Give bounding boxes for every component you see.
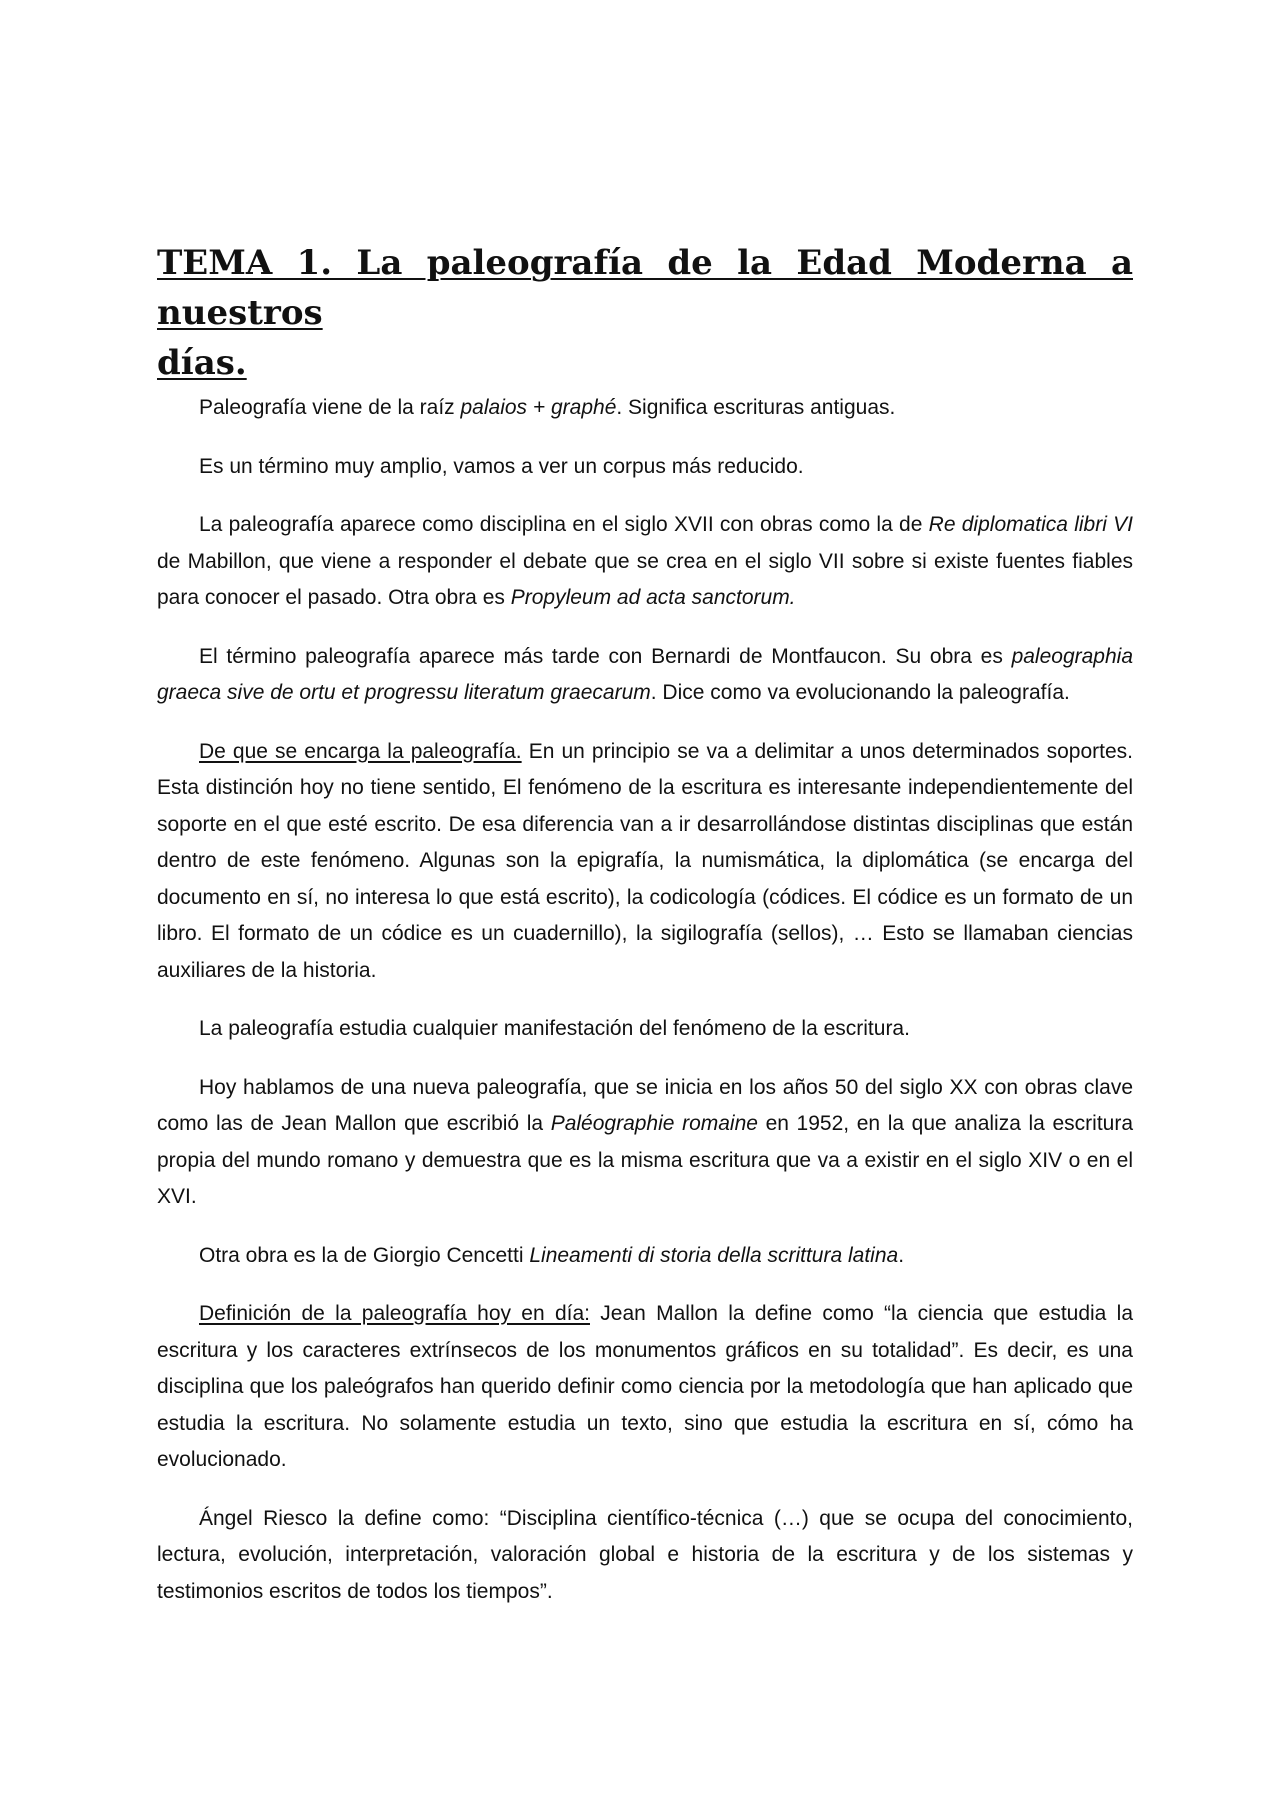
text-run: La paleografía aparece como disciplina en el siglo XVII con obras como la de	[199, 513, 929, 536]
paragraph-scope	[157, 449, 1133, 486]
paragraph-origins	[157, 507, 1133, 617]
paragraph-cencetti	[157, 1238, 1133, 1275]
paragraph-manifestation	[157, 1011, 1133, 1048]
text-run: El término paleografía aparece más tarde con Bernardi de Montfaucon. Su obra es	[199, 644, 1012, 668]
paragraph-riesco	[157, 1501, 1133, 1611]
text-run: Otra obra es la de Giorgio Cencetti	[199, 1243, 530, 1267]
text-run: Es un término muy amplio, vamos a ver un corpus más reducido.	[199, 454, 804, 478]
paragraph-definition	[157, 1296, 1133, 1479]
underlined-heading: De que se encarga la paleografía.	[199, 739, 522, 763]
italic-term: palaios + graphé	[460, 396, 617, 419]
text-run: en 1952, en la que analiza la escritura propia del mundo romano y demuestra que es la misma escritura que va a existir en el siglo XIV o en el XVI.	[157, 1112, 1134, 1208]
text-run: Hoy hablamos de una nueva paleografía, que se inicia en los años 50 del siglo XX con obras clave como las de Jean Mallon que escribió la	[157, 1075, 1133, 1135]
text-run: Ángel Riesco la define como: “Disciplina científico-técnica (…) que se ocupa del conocimiento, lectura, evolución, interpretación, valoración global e historia de la escritura y de los sistemas y testimonios escritos de todos los tiempos”.	[157, 1506, 1133, 1603]
paragraph-etymology	[157, 390, 1133, 427]
italic-work-title: Lineamenti di storia della scrittura latina	[529, 1243, 899, 1267]
paragraph-new-paleography	[157, 1070, 1133, 1216]
document-title	[157, 238, 1133, 388]
text-run: . Significa escrituras antiguas.	[616, 396, 896, 419]
text-run: En un principio se va a delimitar a unos determinados soportes. Esta distinción hoy no tiene sentido, El fenómeno de la escritura es interesante independientemente del soporte en el que esté escrito. De esa diferencia van a ir desarrollándose distintas disciplinas que están dentro de este fenómeno. Algunas son la epigrafía, la numismática, la diplomática (se encarga del documento en sí, no interesa lo que está escrito), la codicología (códices. El códice es un formato de un libro. El formato de un códice es un cuadernillo), la sigilografía (sellos), … Esto se llamaban ciencias auxiliares de la historia.	[157, 739, 1133, 982]
text-run: Paleografía viene de la raíz	[199, 396, 461, 419]
italic-work-title: Propyleum ad acta sanctorum.	[510, 586, 796, 609]
paragraph-object-of-study	[157, 734, 1133, 990]
title-line-2: días.	[157, 343, 247, 383]
paragraph-montfaucon	[157, 639, 1133, 712]
text-run: .	[898, 1243, 905, 1267]
text-run: de Mabillon, que viene a responder el debate que se crea en el siglo VII sobre si existe fuentes fiables para conocer el pasado. Otra obra es	[157, 549, 1133, 609]
title-line-1: TEMA 1. La paleografía de la Edad Moderna a nuestros	[157, 243, 1133, 333]
italic-work-title: Paléographie romaine	[550, 1112, 758, 1135]
text-run: . Dice como va evolucionando la paleografía.	[650, 681, 1070, 704]
text-run: La paleografía estudia cualquier manifestación del fenómeno de la escritura.	[199, 1017, 910, 1040]
italic-work-title: Re diplomatica libri VI	[928, 513, 1133, 536]
text-run: Jean Mallon la define como “la ciencia que estudia la escritura y los caracteres extrínsecos de los monumentos gráficos en su totalidad”. Es decir, es una disciplina que los paleógrafos han querido definir como ciencia por la metodología que han aplicado que estudia la escritura. No solamente estudia un texto, sino que estudia la escritura en sí, cómo ha evolucionado.	[157, 1302, 1133, 1471]
underlined-heading: Definición de la paleografía hoy en día:	[199, 1302, 590, 1325]
italic-work-title: paleographia graeca sive de ortu et progressu literatum graecarum	[157, 644, 1133, 704]
document-page	[157, 238, 1133, 1632]
